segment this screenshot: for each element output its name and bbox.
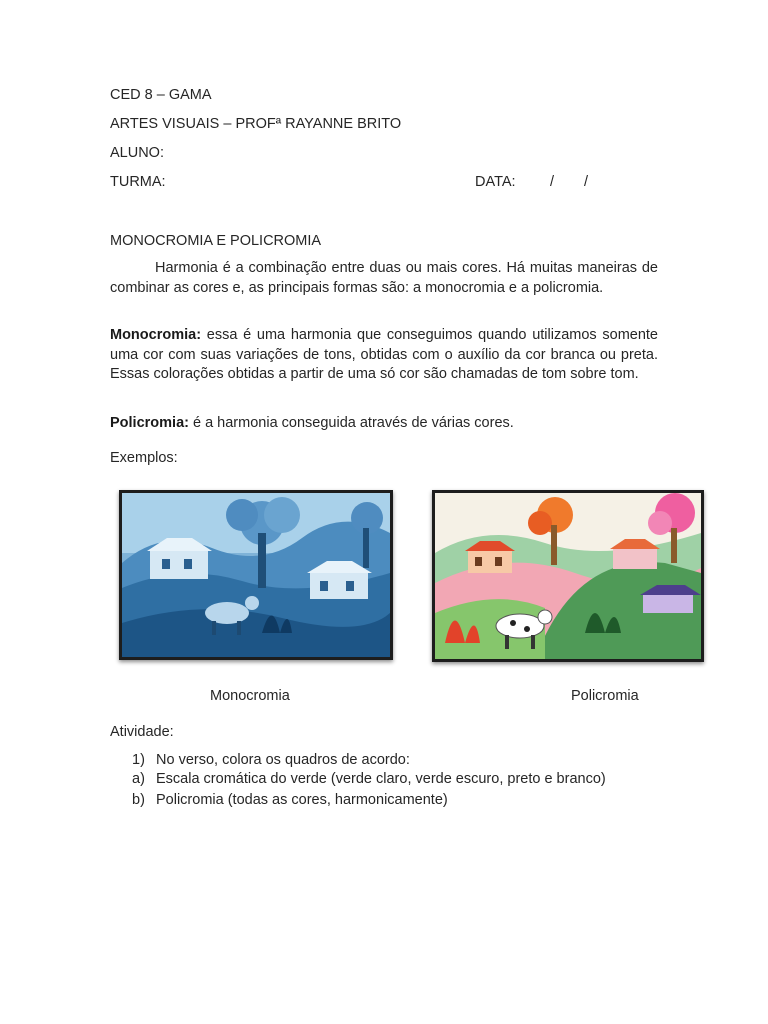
monocromia-term: Monocromia:	[110, 327, 202, 343]
list-marker: b)	[132, 792, 145, 808]
policromia-caption: Policromia	[571, 688, 639, 704]
policromia-image	[432, 490, 704, 662]
list-marker: a)	[132, 771, 145, 787]
examples-label: Exemplos:	[110, 450, 178, 466]
school-name: CED 8 – GAMA	[110, 87, 212, 103]
monocromia-image	[119, 490, 393, 660]
policromia-paragraph	[110, 414, 658, 434]
student-label: ALUNO:	[110, 145, 164, 161]
list-item-text: No verso, colora os quadros de acordo:	[156, 752, 410, 768]
list-marker: 1)	[132, 752, 145, 768]
list-item	[132, 791, 448, 809]
page-title: MONOCROMIA E POLICROMIA	[110, 233, 322, 249]
list-item	[132, 770, 606, 788]
monocromia-definition: essa é uma harmonia que conseguimos quando utilizamos somente uma cor com suas variações de tons, obtidas com o auxílio da cor branca ou preta. Essas colorações obtidas a partir de uma só cor são chamadas de tom sobre tom.	[110, 327, 658, 383]
intro-paragraph: Harmonia é a combinação entre duas ou mais cores. Há muitas maneiras de combinar as cores e, as principais formas são: a monocromia e a policromia.	[110, 260, 658, 296]
list-item	[132, 751, 410, 769]
class-label: TURMA:	[110, 174, 166, 190]
monocromia-paragraph	[110, 326, 658, 385]
list-item-text: Escala cromática do verde (verde claro, verde escuro, preto e branco)	[156, 771, 606, 787]
policromia-definition: é a harmonia conseguida através de várias cores.	[188, 415, 514, 431]
subject-teacher: ARTES VISUAIS – PROFª RAYANNE BRITO	[110, 116, 402, 132]
activity-label: Atividade:	[110, 724, 174, 740]
list-item-text: Policromia (todas as cores, harmonicamente)	[156, 792, 448, 808]
date-label: DATA:	[475, 174, 516, 190]
date-separator: /	[550, 174, 555, 190]
policromia-term: Policromia:	[110, 415, 189, 431]
monocromia-caption: Monocromia	[210, 688, 290, 704]
date-separator: /	[584, 174, 589, 190]
